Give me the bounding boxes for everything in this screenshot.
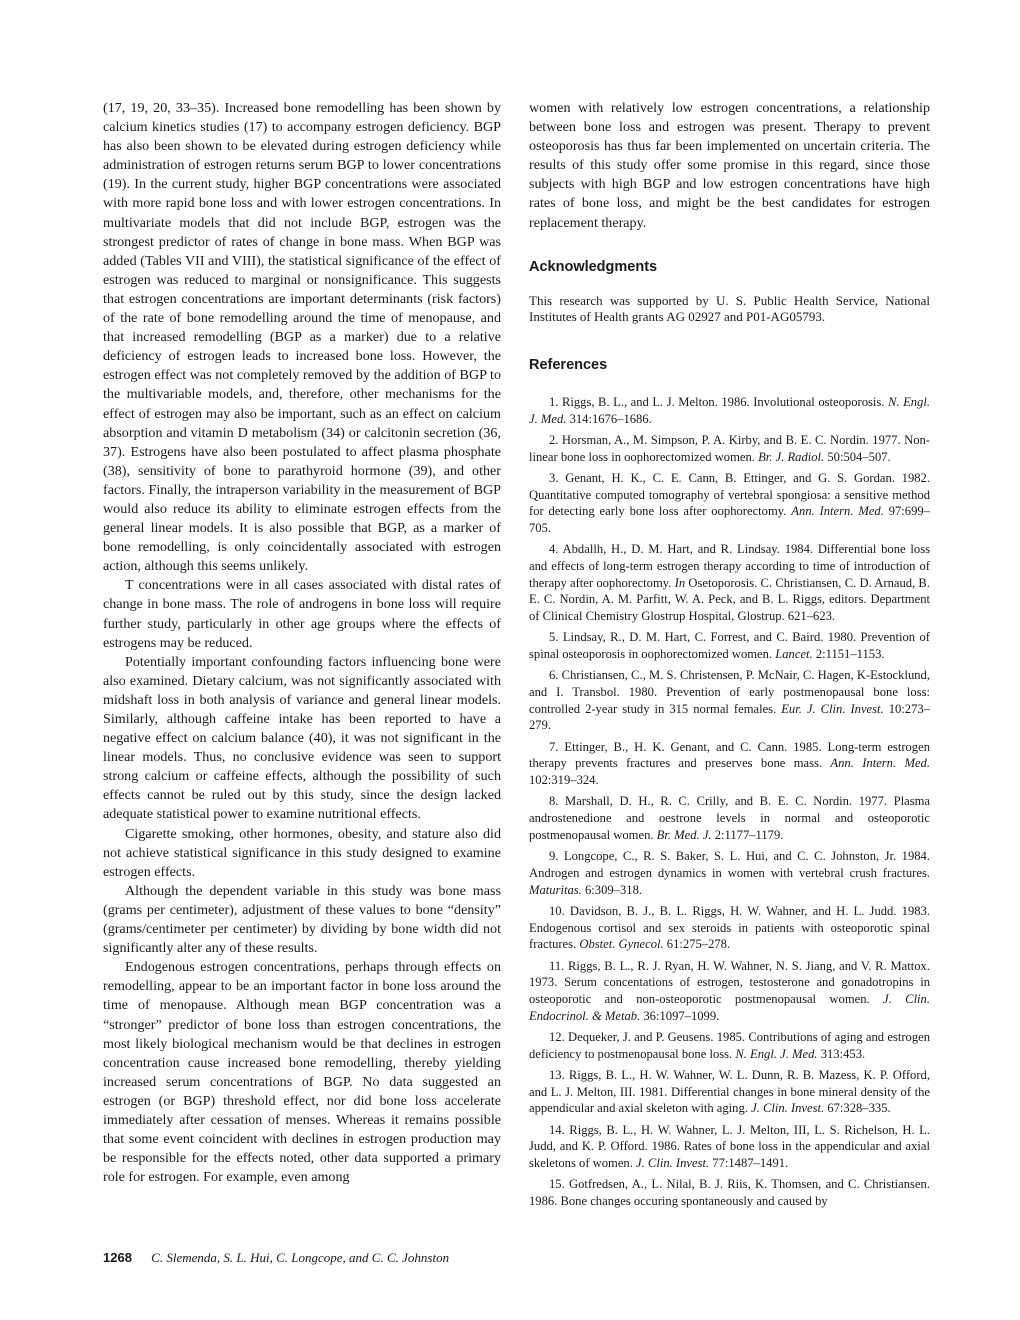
references-heading: References [529,356,608,373]
reference-journal: In [674,575,686,590]
reference-text: 15. Gotfredsen, A., L. Nilal, B. J. Riis, K. Thomsen, and C. Christiansen. 1986. Bone changes occuring spontaneously and caused by [529,1177,930,1209]
reference-item [529,848,930,898]
reference-item [529,667,930,734]
reference-text: 12. Dequeker, J. and P. Geusens. 1985. Contributions of aging and estrogen deficiency to postmenopausal bone loss. [529,1029,930,1061]
reference-journal: Ann. Intern. Med. [830,756,930,771]
reference-journal: N. Engl. J. Med. [529,394,930,426]
reference-journal: J. Clin. Invest. [636,1156,710,1171]
reference-text: 36:1097–1099. [640,1008,720,1023]
reference-item [529,1176,930,1209]
reference-text: 314:1676–1686. [566,411,652,426]
right-column [529,99,930,1214]
acknowledgments-text: This research was supported by U. S. Public Health Service, National Institutes of Health grants AG 02927 and P01-AG05793. [529,292,930,325]
body-paragraph: women with relatively low estrogen concentrations, a relationship between bone loss and estrogen was present. Therapy to prevent osteoporosis has thus far been implemented on uncertain criteria. The results of this study offer some promise in this regard, since those subjects with high BGP and low estrogen concentrations have high rates of bone loss, and might be the best candidates for estrogen replacement therapy. [529,100,930,231]
page-footer [103,1250,449,1266]
reference-text: 50:504–507. [824,449,891,464]
reference-item [529,958,930,1025]
body-paragraph: Endogenous estrogen concentrations, perhaps through effects on remodelling, appear to be an important factor in bone loss around the time of menopause. Although mean BGP concentration was a “stronger” predictor of bone loss than estrogen concentrations, the most likely biological mechanism would be that declines in estrogen concentration cause increased bone remodelling, thereby yielding increased serum concentrations of BGP. No data suggested an estrogen (or BGP) threshold effect, nor did bone loss accelerate immediately after cessation of menses. Whereas it remains possible that some event coincident with declines in estrogen production may be responsible for the effects noted, other data supported a primary role for estrogen. For example, even among [103,959,501,1186]
reference-journal: Obstet. Gynecol. [579,937,664,952]
reference-item [529,793,930,843]
reference-text: 13. Riggs, B. L., H. W. Wahner, W. L. Dunn, R. B. Mazess, K. P. Offord, and L. J. Melton, III. 1981. Differential changes in bone mineral density of the appendicular and axial skeleton with aging. [529,1067,930,1116]
reference-journal: Maturitas. [529,882,582,897]
reference-text: 1. Riggs, B. L., and L. J. Melton. 1986. Involutional osteoporosis. [549,394,888,409]
reference-text: 102:319–324. [529,773,599,788]
left-column [103,99,501,1187]
reference-text: 3. Genant, H. K., C. E. Cann, B. Ettinger, and G. S. Gordan. 1982. Quantitative computed tomography of vertebral spongiosa: a sensitive method for detecting early bone loss after oophorectomy. [529,470,930,519]
reference-item [529,739,930,789]
reference-text: 6. Christiansen, C., M. S. Christensen, P. McNair, C. Hagen, K-Estocklund, and I. Transbol. 1980. Prevention of early postmenopausal bone loss: controlled 2-year study in 315 normal females. [529,668,930,716]
page-number: 1268 [103,1250,132,1265]
reference-text: Osetoporosis. C. Christiansen, C. D. Arnaud, B. E. C. Nordin, A. M. Parfitt, W. A. Peck, and B. L. Riggs, editors. Department of Clinical Chemistry Glostrup Hospital, Glostrup. 621–623. [529,575,930,624]
reference-list [529,394,930,1210]
reference-text: 2. Horsman, A., M. Simpson, P. A. Kirby, and B. E. C. Nordin. 1977. Non-linear bone loss in oophorectomized women. [529,432,930,464]
reference-item [529,394,930,427]
body-paragraph: T concentrations were in all cases associated with distal rates of change in bone mass. The role of androgens in bone loss will require further study, particularly in other age groups where the effects of estrogens may be reduced. [103,577,501,651]
reference-text: 2:1177–1179. [711,827,784,842]
reference-journal: J. Clin. Invest. [751,1101,825,1116]
reference-text: 10:273–279. [529,701,930,733]
reference-journal: Br. Med. J. [656,827,712,842]
reference-item [529,1029,930,1062]
reference-text: 7. Ettinger, B., H. K. Genant, and C. Cann. 1985. Long-term estrogen therapy prevents fractures and preserves bone mass. [529,739,930,771]
acknowledgments-heading: Acknowledgments [529,258,658,275]
reference-journal: Br. J. Radiol. [758,449,825,464]
reference-item [529,1122,930,1172]
reference-item [529,629,930,662]
reference-text: 14. Riggs, B. L., H. W. Wahner, L. J. Melton, III, L. S. Richelson, H. L. Judd, and K. P. Offord. 1986. Rates of bone loss in the appendicular and axial skeletons of women. [529,1122,930,1171]
reference-item [529,541,930,625]
reference-text: 67:328–335. [824,1101,891,1116]
reference-journal: Lancet. [775,647,813,662]
reference-text: 6:309–318. [581,882,643,897]
body-paragraph: Although the dependent variable in this study was bone mass (grams per centimeter), adjustment of these values to bone “density” (grams/centimeter per centimeter) by dividing by bone width did not significantly alter any of these results. [103,882,501,957]
reference-journal: Ann. Intern. Med. [791,504,884,519]
reference-text: 61:275–278. [663,937,731,952]
reference-item [529,432,930,465]
body-paragraph: Cigarette smoking, other hormones, obesity, and stature also did not achieve statistical significance in this study designed to examine estrogen effects. [103,825,501,880]
body-paragraph: (17, 19, 20, 33–35). Increased bone remodelling has been shown by calcium kinetics studies (17) to accompany estrogen deficiency. BGP has also been shown to be elevated during estrogen deficiency while administration of estrogen returns serum BGP to lower concentrations (19). In the current study, higher BGP concentrations were associated with more rapid bone loss and with lower estrogen concentrations. In multivariate models that did not include BGP, estrogen was the strongest predictor of rates of change in bone mass. When BGP was added (Tables VII and VIII), the statistical significance of the effect of estrogen was reduced to marginal or nonsignificance. This suggests that estrogen concentrations are important determinants (risk factors) of the rate of bone remodelling around the time of menopause, and that increased remodelling (BGP as a marker) due to a relative deficiency of estrogen leads to increased bone loss. However, the estrogen effect was not completely removed by the addition of BGP to the multivariable models, and, therefore, other mechanisms for the effect of estrogen may also be important, such as an effect on calcium absorption and vitamin D metabolism (34) or calcitonin secretion (36, 37). Estrogens have also been postulated to affect plasma phosphate (38), sensitivity of bone to parathyroid hormone (39), and other factors. Finally, the intraperson variability in the measurement of BGP would also reduce its ability to eliminate estrogen effects from the general linear models. It is also possible that BGP, as a marker of bone remodelling, is only coincidentally associated with estrogen action, although this seems unlikely. [103,100,501,575]
reference-journal: Eur. J. Clin. Invest. [781,701,884,716]
reference-text: 9. Longcope, C., R. S. Baker, S. L. Hui, and C. C. Johnston, Jr. 1984. Androgen and estrogen dynamics in women with vertebral crush fractures. [529,849,930,880]
reference-item [529,470,930,537]
reference-text: 10. Davidson, B. J., B. L. Riggs, H. W. Wahner, and H. L. Judd. 1983. Endogenous cortisol and sex steroids in patients with osteoporotic spinal fractures. [529,903,930,952]
reference-text: 8. Marshall, D. H., R. C. Crilly, and B. E. C. Nordin. 1977. Plasma androstenedione and oestrone levels in normal and osteoporotic postmenopausal women. [529,794,930,842]
running-authors: C. Slemenda, S. L. Hui, C. Longcope, and C. C. Johnston [151,1250,450,1265]
reference-text: 97:699–705. [529,504,930,535]
reference-text: 313:453. [817,1046,866,1061]
reference-text: 4. Abdallh, H., D. M. Hart, and R. Lindsay. 1984. Differential bone loss and effects of long-term estrogen therapy according to time of introduction of therapy after oophorectomy. [529,542,930,590]
reference-text: 5. Lindsay, R., D. M. Hart, C. Forrest, and C. Baird. 1980. Prevention of spinal osteoporosis in oophorectomized women. [529,630,930,662]
reference-journal: J. Clin. Endocrinol. & Metab. [529,991,931,1023]
reference-text: 11. Riggs, B. L., R. J. Ryan, H. W. Wahner, N. S. Jiang, and V. R. Mattox. 1973. Serum concentations of estrogen, testosterone and gonadotropins in osteoporotic and non-osteoporotic postmenopausal women. [529,958,930,1006]
reference-text: 77:1487–1491. [709,1156,789,1171]
body-paragraph: Potentially important confounding factors influencing bone were also examined. Dietary calcium, was not significantly associated with midshaft loss in both analysis of variance and general linear models. Similarly, although caffeine intake has been reported to have a negative effect on calcium balance (40), it was not significant in the linear models. Thus, no conclusive evidence was seen to support strong calcium or caffeine effects, although the possibility of such effects cannot be ruled out by this study, since the design lacked adequate statistical power to examine nutritional effects. [103,653,501,823]
reference-item [529,1067,930,1117]
reference-journal: N. Engl. J. Med. [735,1046,818,1061]
reference-item [529,903,930,953]
reference-text: 2:1151–1153. [812,647,885,662]
